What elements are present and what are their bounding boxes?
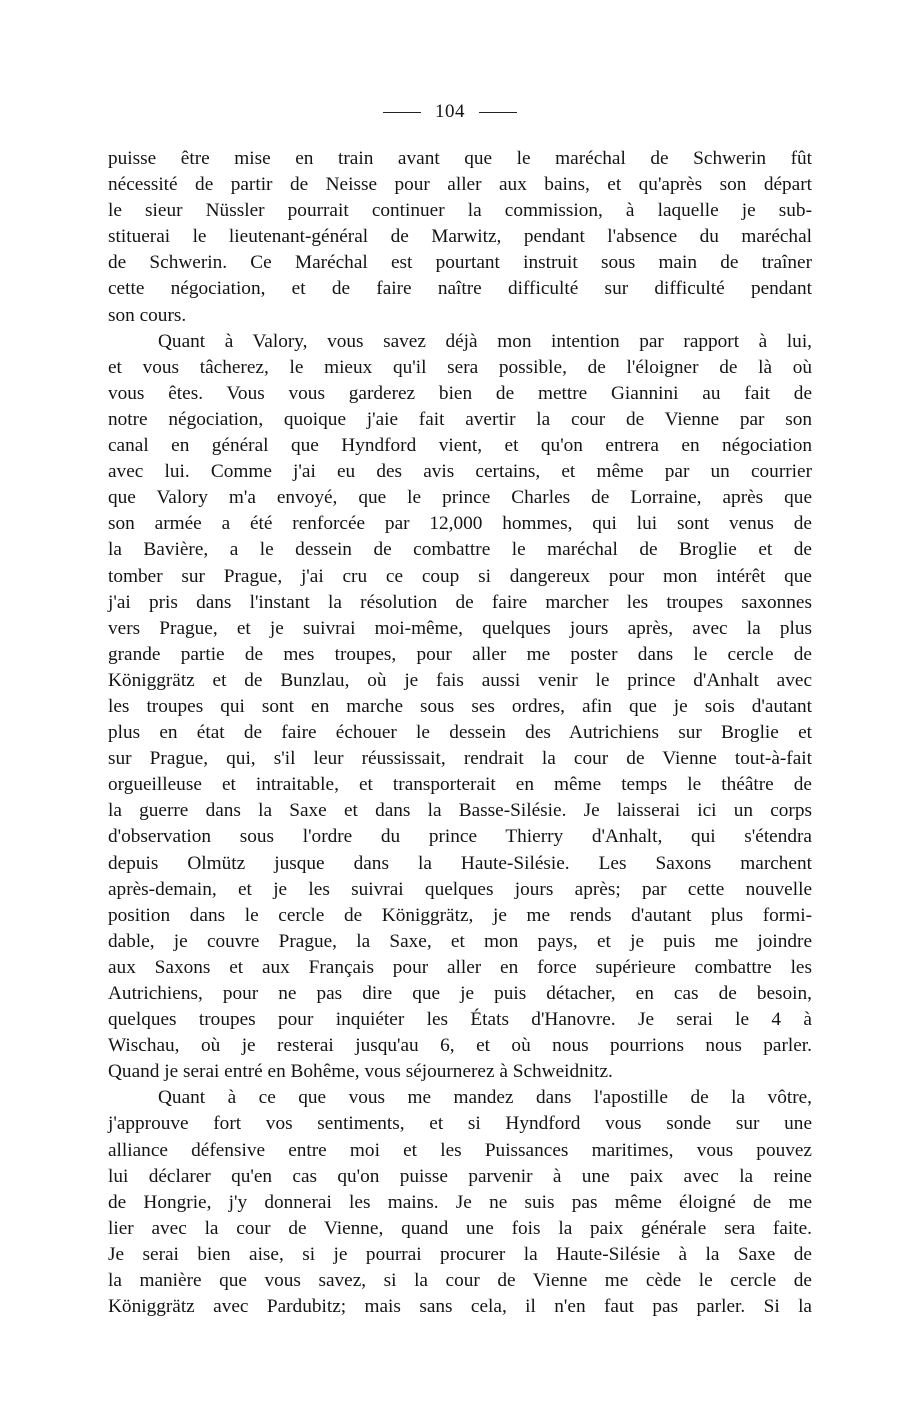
- text-line: de Schwerin. Ce Maréchal est pourtant instruit sous main de traîner: [108, 252, 812, 274]
- text-line: que Valory m'a envoyé, que le prince Charles de Lorraine, après que: [108, 487, 812, 509]
- text-line: puisse être mise en train avant que le maréchal de Schwerin fût: [108, 148, 812, 169]
- text-line: j'ai pris dans l'instant la résolution de faire marcher les troupes saxonnes: [108, 591, 812, 613]
- paragraph: [108, 146, 812, 329]
- text-line: vers Prague, et je suivrai moi-même, quelques jours après, avec la plus: [108, 617, 812, 639]
- text-line: lui déclarer qu'en cas qu'on puisse parvenir à une paix avec la reine: [108, 1165, 812, 1187]
- paragraph: [108, 1085, 812, 1320]
- text-line: avec lui. Comme j'ai eu des avis certains, et même par un courrier: [108, 461, 812, 483]
- page-number: 104: [435, 101, 465, 122]
- paragraph: [108, 329, 812, 1086]
- page-header: [0, 100, 900, 124]
- text-line: sur Prague, qui, s'il leur réussissait, rendrait la cour de Vienne tout-à-fait: [108, 748, 812, 770]
- text-line: alliance défensive entre moi et les Puissances maritimes, vous pouvez: [108, 1139, 812, 1161]
- text-line: notre négociation, quoique j'aie fait avertir la cour de Vienne par son: [108, 408, 812, 430]
- text-line: plus en état de faire échouer le dessein des Autrichiens sur Broglie et: [108, 722, 812, 744]
- text-line: la manière que vous savez, si la cour de Vienne me cède le cercle de: [108, 1270, 812, 1292]
- text-line: depuis Olmütz jusque dans la Haute-Silésie. Les Saxons marchent: [108, 852, 812, 874]
- text-line: Quant à Valory, vous savez déjà mon intention par rapport à lui,: [158, 330, 812, 352]
- text-line: nécessité de partir de Neisse pour aller aux bains, et qu'après son départ: [108, 174, 812, 196]
- text-line: lier avec la cour de Vienne, quand une fois la paix générale sera faite.: [108, 1217, 812, 1239]
- text-line: Quant à ce que vous me mandez dans l'apostille de la vôtre,: [158, 1087, 812, 1109]
- text-line: et vous tâcherez, le mieux qu'il sera possible, de l'éloigner de là où: [108, 356, 812, 378]
- text-line: quelques troupes pour inquiéter les États d'Hanovre. Je serai le 4 à: [108, 1009, 812, 1031]
- text-line: canal en général que Hyndford vient, et qu'on entrera en négociation: [108, 435, 812, 457]
- text-line: stituerai le lieutenant-général de Marwitz, pendant l'absence du maréchal: [108, 226, 812, 248]
- text-line: la guerre dans la Saxe et dans la Basse-Silésie. Je laisserai ici un corps: [108, 800, 812, 822]
- text-line: d'observation sous l'ordre du prince Thierry d'Anhalt, qui s'étendra: [108, 826, 812, 848]
- text-line: orgueilleuse et intraitable, et transporterait en même temps le théâtre de: [108, 774, 812, 796]
- text-line: Wischau, où je resterai jusqu'au 6, et où nous pourrions nous parler.: [108, 1035, 812, 1057]
- text-line: dable, je couvre Prague, la Saxe, et mon pays, et je puis me joindre: [108, 930, 812, 952]
- text-line: son cours.: [108, 304, 187, 326]
- text-line: Quand je serai entré en Bohême, vous séjournerez à Schweidnitz.: [108, 1061, 613, 1083]
- text-line: vous êtes. Vous vous garderez bien de mettre Giannini au fait de: [108, 382, 812, 404]
- text-line: grande partie de mes troupes, pour aller me poster dans le cercle de: [108, 643, 812, 665]
- text-line: les troupes qui sont en marche sous ses ordres, afin que je sois d'autant: [108, 695, 812, 717]
- text-line: Je serai bien aise, si je pourrai procurer la Haute-Silésie à la Saxe de: [108, 1243, 812, 1265]
- text-line: de Hongrie, j'y donnerai les mains. Je ne suis pas même éloigné de me: [108, 1191, 812, 1213]
- text-line: Königgrätz avec Pardubitz; mais sans cela, il n'en faut pas parler. Si la: [108, 1296, 812, 1318]
- text-line: la Bavière, a le dessein de combattre le maréchal de Broglie et de: [108, 539, 812, 561]
- body-text: [108, 146, 812, 1320]
- text-line: après-demain, et je les suivrai quelques jours après; par cette nouvelle: [108, 878, 812, 900]
- text-line: j'approuve fort vos sentiments, et si Hyndford vous sonde sur une: [108, 1113, 812, 1135]
- text-line: cette négociation, et de faire naître difficulté sur difficulté pendant: [108, 278, 812, 300]
- text-line: Königgrätz et de Bunzlau, où je fais aussi venir le prince d'Anhalt avec: [108, 669, 812, 691]
- text-line: son armée a été renforcée par 12,000 hommes, qui lui sont venus de: [108, 513, 812, 535]
- text-line: Autrichiens, pour ne pas dire que je puis détacher, en cas de besoin,: [108, 983, 812, 1004]
- text-line: tomber sur Prague, j'ai cru ce coup si dangereux pour mon intérêt que: [108, 565, 812, 587]
- text-line: aux Saxons et aux Français pour aller en force supérieure combattre les: [108, 956, 812, 978]
- text-line: le sieur Nüssler pourrait continuer la commission, à laquelle je sub-: [108, 200, 812, 222]
- text-line: position dans le cercle de Königgrätz, je me rends d'autant plus formi-: [108, 904, 812, 926]
- header-rule-left: [383, 112, 421, 113]
- header-rule-right: [479, 112, 517, 113]
